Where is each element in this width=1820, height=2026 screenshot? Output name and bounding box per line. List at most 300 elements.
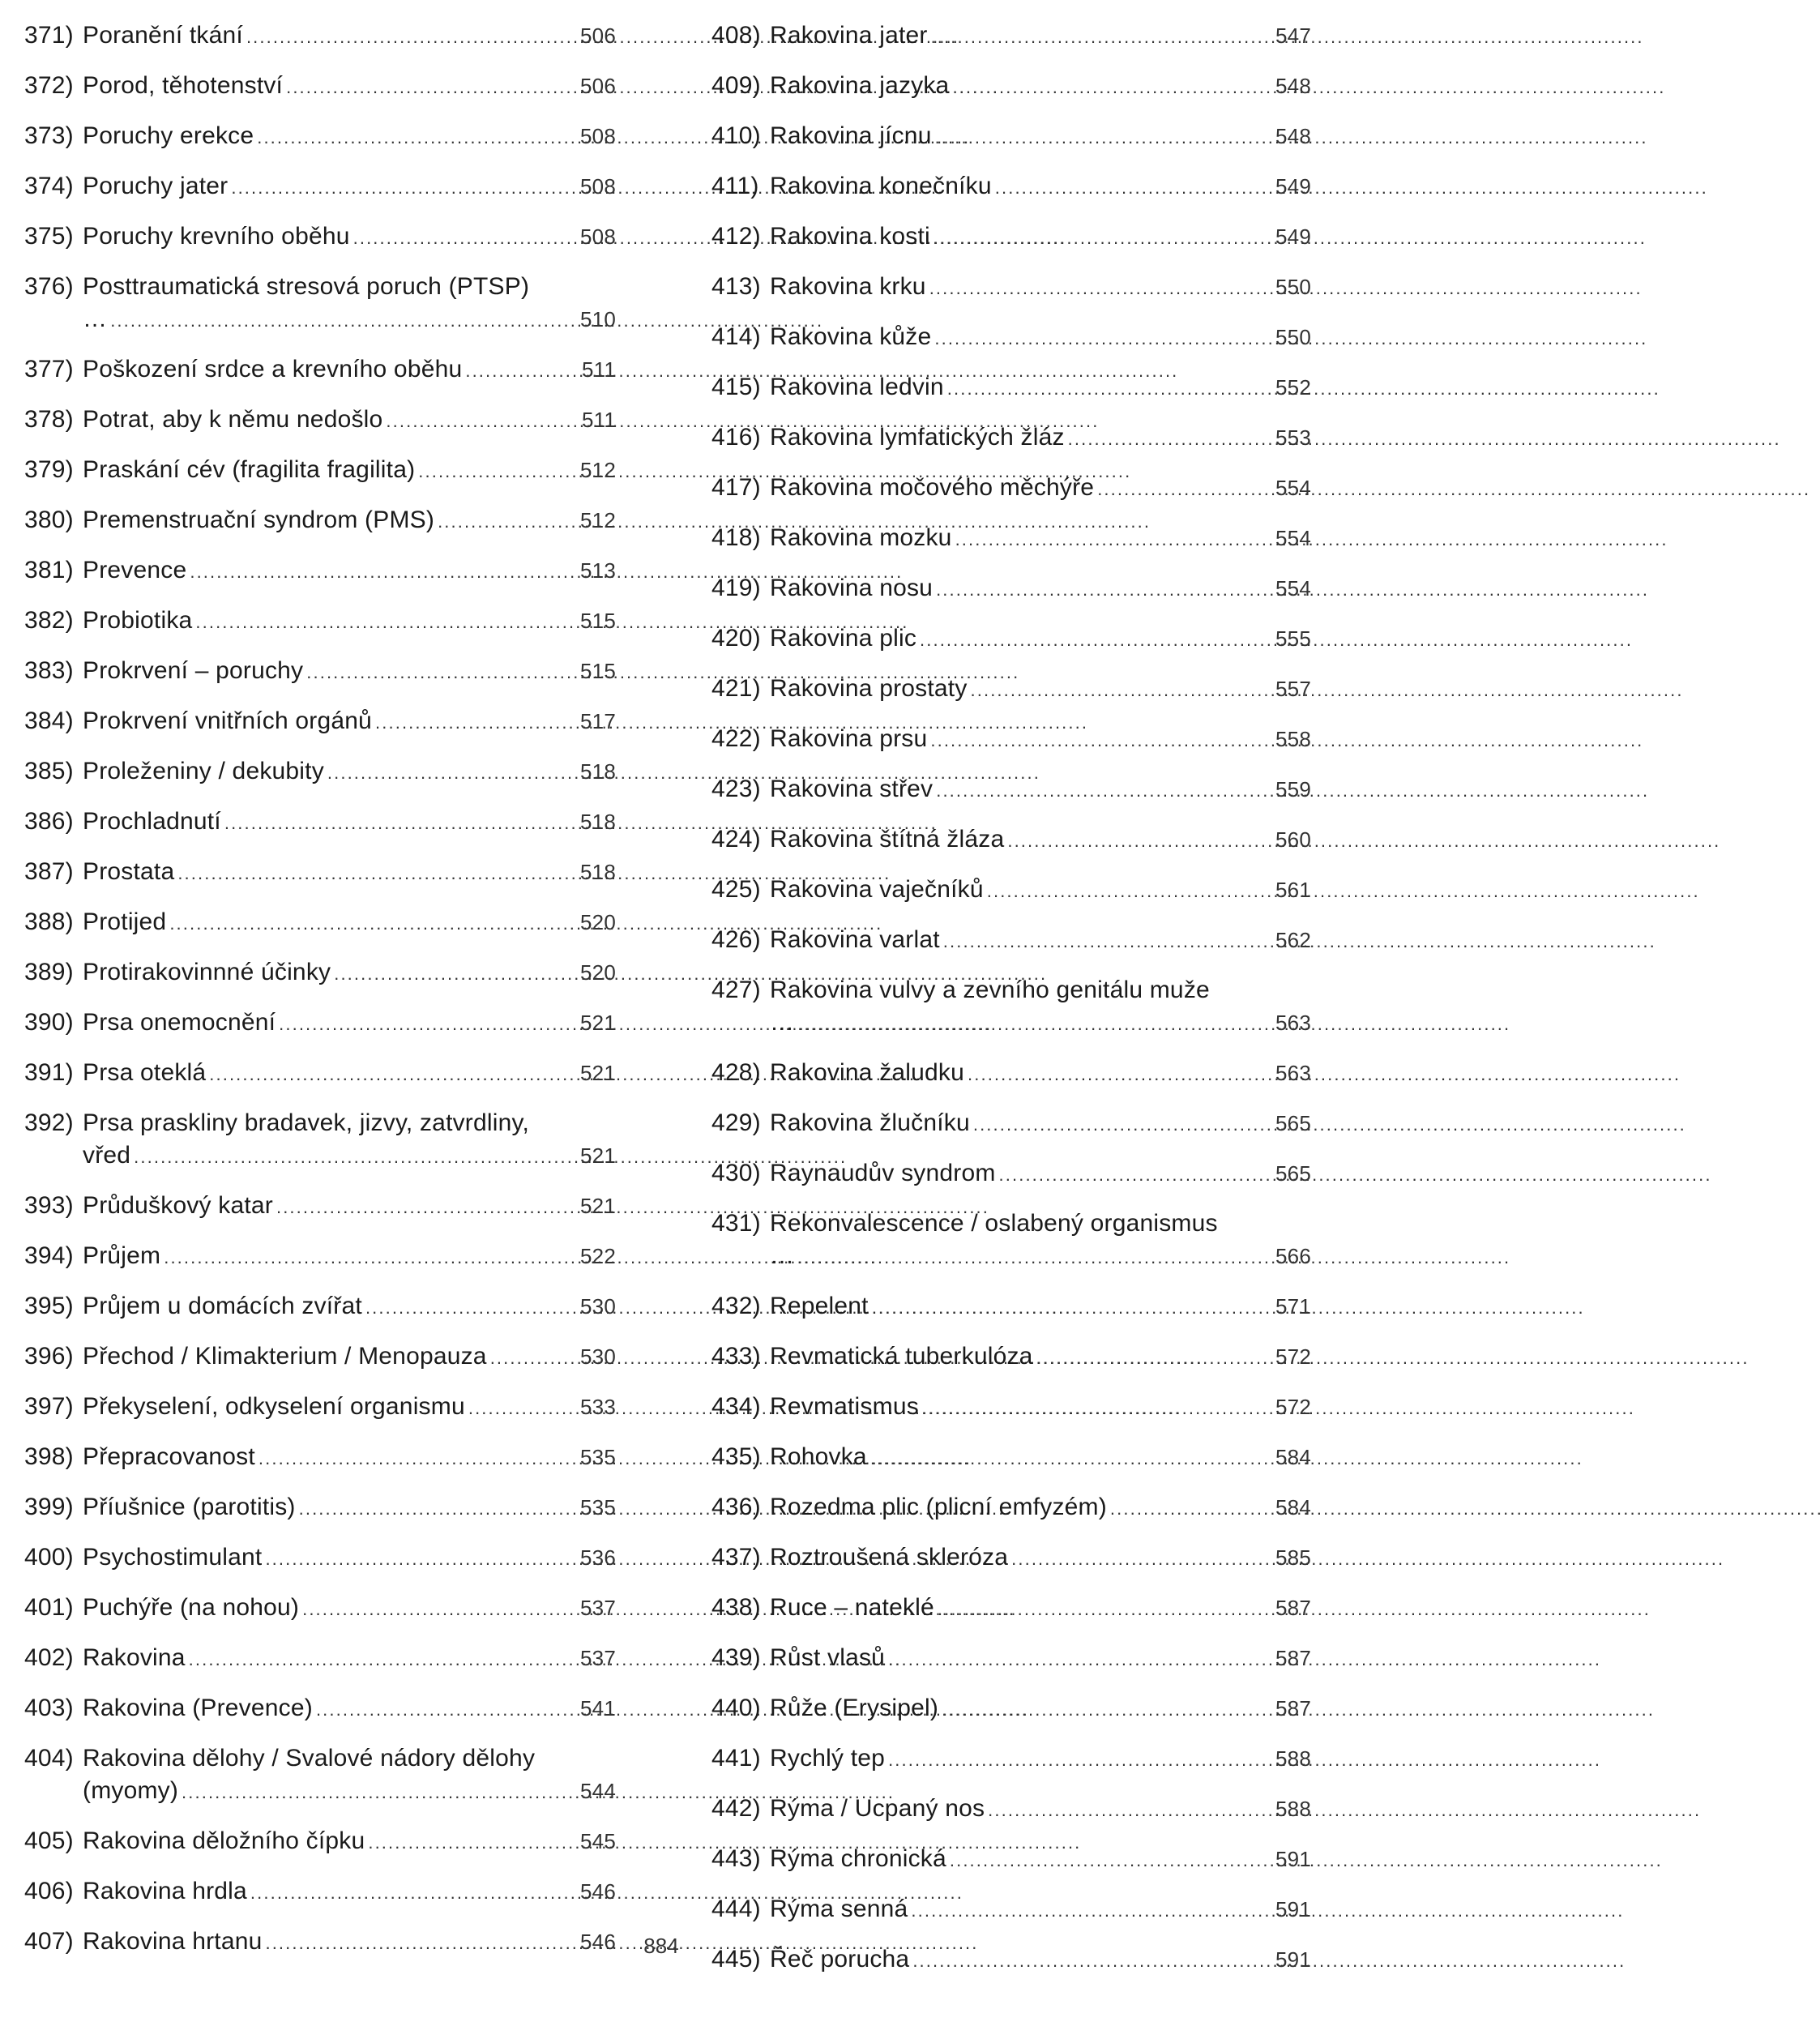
toc-entry-page: 521 <box>580 1194 616 1218</box>
toc-entry-number: 393) <box>24 1192 74 1219</box>
toc-entry <box>711 70 1311 104</box>
toc-entry <box>711 271 1311 305</box>
toc-entry <box>24 1007 616 1041</box>
toc-entry-page: 521 <box>580 1143 616 1168</box>
toc-entry-page: 561 <box>1275 878 1311 902</box>
toc-entry <box>24 454 616 488</box>
dot-leader <box>177 857 577 890</box>
dot-leader <box>936 574 1272 606</box>
dot-leader <box>920 624 1272 656</box>
toc-entry-number: 420) <box>711 625 761 652</box>
toc-entry-title: Průjem u domácích zvířat <box>83 1293 362 1319</box>
dot-leader <box>134 1141 577 1173</box>
toc-entry-title: Rakovina jícnu <box>770 122 932 149</box>
dot-leader <box>952 71 1272 104</box>
toc-entry-number: 386) <box>24 808 74 835</box>
toc-entry-title: Roztroušená skleróza <box>770 1544 1009 1571</box>
dot-leader <box>1068 423 1272 455</box>
toc-entry-title: Růže (Erysipel) <box>770 1695 939 1721</box>
toc-entry-page: 506 <box>580 24 616 48</box>
toc-entry-number: 397) <box>24 1393 74 1420</box>
toc-entry <box>24 1825 616 1859</box>
toc-entry-number: 383) <box>24 657 74 684</box>
dot-leader <box>950 1844 1272 1877</box>
toc-entry-page: 511 <box>581 408 616 432</box>
toc-entry <box>24 655 616 689</box>
toc-entry-page: 546 <box>580 1879 616 1904</box>
toc-entry-title: Rakovina močového měchýře <box>770 474 1095 501</box>
toc-entry-number: 387) <box>24 858 74 885</box>
toc-entry-title: Rakovina střev <box>770 776 933 802</box>
toc-entry-title: Rakovina prostaty <box>770 675 968 702</box>
toc-entry <box>24 605 616 639</box>
dot-leader <box>386 405 579 438</box>
toc-entry-title: Revmatismus <box>770 1393 919 1420</box>
toc-entry <box>24 1491 616 1525</box>
toc-entry-page: 550 <box>1275 275 1311 299</box>
toc-entry-page: 508 <box>580 174 616 199</box>
toc-entry-page: 554 <box>1275 576 1311 601</box>
toc-entry-page: 566 <box>1275 1244 1311 1268</box>
toc-entry-page: 584 <box>1275 1445 1311 1469</box>
toc-entry-title: Rakovina štítná žláza <box>770 826 1005 853</box>
toc-entry-page: 591 <box>1275 1947 1311 1972</box>
toc-entry-page: 588 <box>1275 1797 1311 1821</box>
dot-leader <box>246 21 577 53</box>
toc-entry-title: Prsa praskliny bradavek, jizvy, zatvrdliny, <box>83 1109 530 1136</box>
dot-leader <box>988 1794 1272 1827</box>
toc-entry-page: 554 <box>1275 476 1311 500</box>
dot-leader <box>182 1776 577 1809</box>
toc-entry-title: Průjem <box>83 1242 161 1269</box>
toc-entry <box>24 353 616 387</box>
dot-leader <box>306 656 577 689</box>
toc-entry <box>711 472 1311 506</box>
toc-entry-title: Rekonvalescence / oslabený organismus <box>770 1210 1218 1237</box>
toc-entry-page: 557 <box>1275 677 1311 701</box>
dot-leader <box>265 1543 577 1575</box>
toc-entry-page: 545 <box>580 1829 616 1853</box>
toc-entry-title: Rakovina jazyka <box>770 72 950 99</box>
toc-entry-number: 394) <box>24 1242 74 1269</box>
toc-entry <box>24 70 616 104</box>
dot-leader <box>999 1159 1272 1191</box>
toc-entry-page: 587 <box>1275 1596 1311 1620</box>
toc-entry-page: 571 <box>1275 1294 1311 1319</box>
toc-entry-page: 552 <box>1275 375 1311 400</box>
toc-entry-title: Růst vlasů <box>770 1644 886 1671</box>
toc-entry-page: 512 <box>580 508 616 532</box>
toc-entry <box>24 906 616 940</box>
dot-leader <box>169 908 577 940</box>
dot-leader <box>110 305 577 337</box>
toc-entry-page: 521 <box>580 1061 616 1085</box>
toc-entry-title: Poruchy erekce <box>83 122 254 149</box>
dot-leader <box>942 1694 1272 1726</box>
dot-leader <box>1036 1342 1272 1374</box>
dot-leader <box>995 172 1272 204</box>
toc-entry-number: 431) <box>711 1210 761 1237</box>
toc-entry-page: 565 <box>1275 1111 1311 1135</box>
toc-entry <box>24 705 616 739</box>
dot-leader <box>224 807 577 840</box>
toc-entry-page: 549 <box>1275 174 1311 199</box>
toc-entry <box>711 220 1311 254</box>
toc-entry-number: 423) <box>711 776 761 802</box>
toc-entry-number: 435) <box>711 1443 761 1470</box>
toc-entry-number: 442) <box>711 1795 761 1822</box>
toc-entry-title: Poruchy jater <box>83 173 229 199</box>
page-number: 884 <box>643 1934 679 1958</box>
toc-entry-title: Poškození srdce a krevního oběhu <box>83 356 463 383</box>
toc-entry <box>24 1057 616 1091</box>
toc-entry-title: Rozedma plic (plicní emfyzém) <box>770 1494 1107 1520</box>
dot-leader <box>931 21 1272 53</box>
dot-leader <box>938 1593 1272 1626</box>
dot-leader <box>209 1058 577 1091</box>
toc-entry-number: 390) <box>24 1009 74 1036</box>
toc-entry-title: Rakovina dělohy / Svalové nádory dělohy <box>83 1745 536 1772</box>
toc-entry <box>711 1391 1311 1425</box>
toc-entry-title-continuation: vřed <box>83 1142 131 1169</box>
toc-entry-title: Rakovina kůže <box>770 323 932 350</box>
dot-leader <box>1097 473 1272 506</box>
toc-entry-number: 430) <box>711 1160 761 1186</box>
toc-entry-page: 558 <box>1275 727 1311 751</box>
toc-entry <box>24 19 616 53</box>
dot-leader <box>302 1593 577 1626</box>
toc-entry-page: 548 <box>1275 124 1311 148</box>
toc-entry-title: Rychlý tep <box>770 1745 886 1772</box>
toc-entry <box>711 1793 1311 1827</box>
toc-entry-number: 389) <box>24 959 74 985</box>
toc-entry <box>24 1692 616 1726</box>
toc-entry <box>24 1875 616 1909</box>
toc-entry-title: Prsa onemocnění <box>83 1009 276 1036</box>
toc-entry-title-continuation: … <box>83 306 108 332</box>
toc-entry-page: 518 <box>580 810 616 834</box>
toc-entry-title: Rakovina lymfatických žláz <box>770 424 1065 451</box>
dot-leader <box>911 1895 1272 1927</box>
toc-entry-title: Rýma / Ucpaný nos <box>770 1795 985 1822</box>
dot-leader <box>797 1008 1272 1041</box>
toc-entry-number: 388) <box>24 908 74 935</box>
toc-entry-page: 563 <box>1275 1061 1311 1085</box>
toc-entry-page: 550 <box>1275 325 1311 349</box>
toc-entry-page: 546 <box>580 1930 616 1954</box>
toc-entry-page: 518 <box>580 759 616 784</box>
toc-entry-number: 395) <box>24 1293 74 1319</box>
toc-entry-number: 433) <box>711 1343 761 1370</box>
toc-entry-number: 400) <box>24 1544 74 1571</box>
toc-entry-page: 562 <box>1275 928 1311 952</box>
toc-entry-page: 515 <box>580 659 616 683</box>
toc-entry-number: 391) <box>24 1059 74 1086</box>
toc-entry <box>711 924 1311 958</box>
toc-entry-page: 510 <box>580 307 616 331</box>
toc-entry-title: Repelent <box>770 1293 869 1319</box>
dot-leader <box>368 1827 577 1859</box>
toc-entry <box>24 1290 616 1324</box>
toc-entry <box>711 1692 1311 1726</box>
toc-entry-title: Rýma senná <box>770 1896 908 1922</box>
toc-entry-number: 412) <box>711 223 761 250</box>
dot-leader <box>465 355 579 387</box>
toc-entry-number: 372) <box>24 72 74 99</box>
toc-entry <box>24 1190 616 1224</box>
dot-leader <box>973 1109 1272 1141</box>
toc-entry <box>711 974 1311 1041</box>
dot-leader <box>257 122 577 154</box>
toc-entry-number: 398) <box>24 1443 74 1470</box>
toc-entry <box>24 1391 616 1425</box>
dot-leader <box>1110 1493 1272 1525</box>
toc-entry <box>24 956 616 990</box>
toc-entry <box>711 1107 1311 1141</box>
toc-entry-page: 572 <box>1275 1344 1311 1369</box>
toc-entry-number: 408) <box>711 22 761 49</box>
toc-entry-title: Prochladnutí <box>83 808 221 835</box>
toc-entry-number: 414) <box>711 323 761 350</box>
toc-entry <box>711 421 1311 455</box>
toc-entry <box>711 19 1311 53</box>
dot-leader <box>258 1443 577 1475</box>
toc-entry-title: Poranění tkání <box>83 22 243 49</box>
toc-entry <box>711 723 1311 757</box>
dot-leader <box>286 71 577 104</box>
toc-entry-title: Rýma chronická <box>770 1845 946 1872</box>
toc-entry-number: 445) <box>711 1946 761 1973</box>
toc-entry-title: Proleženiny / dekubity <box>83 758 324 784</box>
dot-leader <box>968 1058 1272 1091</box>
toc-entry-number: 416) <box>711 424 761 451</box>
toc-entry-number: 396) <box>24 1343 74 1370</box>
toc-entry-page: 591 <box>1275 1897 1311 1921</box>
toc-entry-page: 553 <box>1275 425 1311 450</box>
toc-entry <box>24 856 616 890</box>
toc-entry-number: 409) <box>711 72 761 99</box>
dot-leader <box>1007 825 1272 857</box>
toc-entry-title: Rakovina vaječníků <box>770 876 984 903</box>
toc-entry-number: 437) <box>711 1544 761 1571</box>
toc-entry-title-continuation: … <box>770 1242 795 1269</box>
toc-entry <box>711 572 1311 606</box>
toc-entry-title: Rakovina vulvy a zevního genitálu muže <box>770 977 1210 1003</box>
toc-entry <box>24 1642 616 1676</box>
dot-leader <box>933 222 1272 254</box>
toc-entry-page: 518 <box>580 860 616 884</box>
toc-entry-page: 530 <box>580 1294 616 1319</box>
dot-leader <box>334 958 577 990</box>
toc-entry-page: 547 <box>1275 24 1311 48</box>
toc-entry <box>711 1441 1311 1475</box>
toc-entry-page: 520 <box>580 960 616 985</box>
toc-entry-title: Rakovina jater <box>770 22 928 49</box>
toc-entry <box>711 823 1311 857</box>
dot-leader <box>1011 1543 1272 1575</box>
toc-entry-page: 530 <box>580 1344 616 1369</box>
dot-leader <box>929 272 1272 305</box>
toc-entry-page: 537 <box>580 1646 616 1670</box>
toc-entry-number: 425) <box>711 876 761 903</box>
toc-entry-number: 419) <box>711 575 761 601</box>
toc-entry <box>24 1240 616 1274</box>
toc-entry-number: 401) <box>24 1594 74 1621</box>
dot-leader <box>468 1392 577 1425</box>
dot-leader <box>365 1292 577 1324</box>
toc-entry-page: 559 <box>1275 777 1311 801</box>
toc-entry-number: 434) <box>711 1393 761 1420</box>
dot-leader <box>955 524 1272 556</box>
toc-entry-page: 508 <box>580 224 616 249</box>
toc-entry-page: 585 <box>1275 1545 1311 1570</box>
toc-entry-title: Rakovina žaludku <box>770 1059 965 1086</box>
toc-entry-number: 405) <box>24 1827 74 1854</box>
toc-entry-page: 548 <box>1275 74 1311 98</box>
toc-entry-page: 591 <box>1275 1847 1311 1871</box>
toc-entry-page: 522 <box>580 1244 616 1268</box>
toc-entry-number: 402) <box>24 1644 74 1671</box>
toc-entry-title: Rakovina prsu <box>770 725 928 752</box>
toc-entry-page: 587 <box>1275 1696 1311 1720</box>
toc-entry-title: Rakovina hrdla <box>83 1878 247 1904</box>
toc-entry-title-continuation: … <box>770 1009 795 1036</box>
toc-entry-number: 392) <box>24 1109 74 1136</box>
toc-entry-number: 374) <box>24 173 74 199</box>
dot-leader <box>250 1877 577 1909</box>
toc-entry-page: 588 <box>1275 1746 1311 1771</box>
toc-entry-number: 411) <box>711 173 759 199</box>
toc-entry-title: Protirakovinnné účinky <box>83 959 331 985</box>
toc-entry-title: Rakovina děložního čípku <box>83 1827 365 1854</box>
toc-entry-title: Rakovina hrtanu <box>83 1928 263 1955</box>
toc-entry-title: Překyselení, odkyselení organismu <box>83 1393 465 1420</box>
toc-entry-page: 517 <box>580 709 616 733</box>
toc-entry <box>711 1541 1311 1575</box>
toc-entry-number: 443) <box>711 1845 761 1872</box>
toc-entry-page: 587 <box>1275 1646 1311 1670</box>
toc-entry <box>711 874 1311 908</box>
toc-entry-title: Psychostimulant <box>83 1544 263 1571</box>
dot-leader <box>418 455 577 488</box>
dot-leader <box>870 1443 1272 1475</box>
toc-entry-title: Rakovina (Prevence) <box>83 1695 313 1721</box>
toc-entry-number: 426) <box>711 926 761 953</box>
toc-entry <box>24 1742 616 1809</box>
dot-leader <box>164 1242 577 1274</box>
dot-leader <box>316 1694 577 1726</box>
toc-entry-number: 385) <box>24 758 74 784</box>
toc-entry-title: Prsa oteklá <box>83 1059 207 1086</box>
dot-leader <box>299 1493 577 1525</box>
toc-entry-page: 512 <box>580 458 616 482</box>
toc-entry-title: Premenstruační syndrom (PMS) <box>83 506 435 533</box>
toc-entry-number: 422) <box>711 725 761 752</box>
toc-entry <box>711 120 1311 154</box>
toc-entry-number: 371) <box>24 22 74 49</box>
toc-entry-title: Přechod / Klimakterium / Menopauza <box>83 1343 487 1370</box>
toc-entry <box>24 1541 616 1575</box>
toc-entry-title: Prevence <box>83 557 187 583</box>
toc-entry-number: 429) <box>711 1109 761 1136</box>
dot-leader <box>231 172 577 204</box>
toc-entry <box>711 522 1311 556</box>
toc-entry-number: 410) <box>711 122 761 149</box>
toc-entry <box>711 622 1311 656</box>
toc-entry-page: 537 <box>580 1596 616 1620</box>
dot-leader <box>190 556 577 588</box>
toc-entry-title: Průduškový katar <box>83 1192 273 1219</box>
dot-leader <box>935 122 1272 154</box>
toc-left-column <box>24 19 616 1976</box>
toc-entry-page: 513 <box>580 558 616 583</box>
toc-entry-title: Rakovina kosti <box>770 223 930 250</box>
toc-entry-number: 406) <box>24 1878 74 1904</box>
toc-entry-title: Probiotika <box>83 607 193 634</box>
toc-entry-number: 407) <box>24 1928 74 1955</box>
toc-entry <box>711 1642 1311 1676</box>
toc-entry-number: 417) <box>711 474 761 501</box>
toc-entry-number: 384) <box>24 707 74 734</box>
toc-entry-number: 444) <box>711 1896 761 1922</box>
toc-entry-number: 440) <box>711 1695 761 1721</box>
toc-entry-page: 560 <box>1275 827 1311 852</box>
toc-entry-title: Revmatická tuberkulóza <box>770 1343 1033 1370</box>
toc-entry <box>24 170 616 204</box>
toc-entry <box>711 1157 1311 1191</box>
toc-entry-page: 535 <box>580 1445 616 1469</box>
toc-entry <box>711 321 1311 355</box>
toc-entry-title: Poruchy krevního oběhu <box>83 223 350 250</box>
toc-entry <box>711 1340 1311 1374</box>
dot-leader <box>189 1643 577 1676</box>
toc-entry <box>24 404 616 438</box>
dot-leader <box>195 606 577 639</box>
toc-entry-title: Praskání cév (fragilita fragilita) <box>83 456 416 483</box>
toc-entry-number: 404) <box>24 1745 74 1772</box>
toc-entry-number: 379) <box>24 456 74 483</box>
toc-entry-number: 439) <box>711 1644 761 1671</box>
toc-entry-number: 403) <box>24 1695 74 1721</box>
toc-entry-page: 506 <box>580 74 616 98</box>
dot-leader <box>797 1242 1272 1274</box>
dot-leader <box>888 1744 1272 1776</box>
toc-entry-page: 536 <box>580 1545 616 1570</box>
toc-entry-number: 381) <box>24 557 74 583</box>
toc-entry <box>24 1441 616 1475</box>
toc-entry <box>24 120 616 154</box>
toc-entry-number: 421) <box>711 675 761 702</box>
dot-leader <box>922 1392 1272 1425</box>
toc-entry-title: Rohovka <box>770 1443 867 1470</box>
dot-leader <box>947 373 1272 405</box>
toc-entry-page: 535 <box>580 1495 616 1520</box>
toc-entry-title: Řeč porucha <box>770 1946 910 1973</box>
toc-entry-number: 376) <box>24 273 74 300</box>
dot-leader <box>276 1191 577 1224</box>
toc-entry-title: Potrat, aby k němu nedošlo <box>83 406 383 433</box>
dot-leader <box>375 707 577 739</box>
dot-leader <box>936 775 1272 807</box>
toc-entry <box>24 220 616 254</box>
toc-entry <box>24 504 616 538</box>
dot-leader <box>438 506 577 538</box>
toc-entry-title: Přepracovanost <box>83 1443 255 1470</box>
toc-entry-page: 563 <box>1275 1011 1311 1035</box>
toc-entry <box>711 1592 1311 1626</box>
toc-entry-page: 541 <box>580 1696 616 1720</box>
toc-entry-title: Rakovina nosu <box>770 575 933 601</box>
